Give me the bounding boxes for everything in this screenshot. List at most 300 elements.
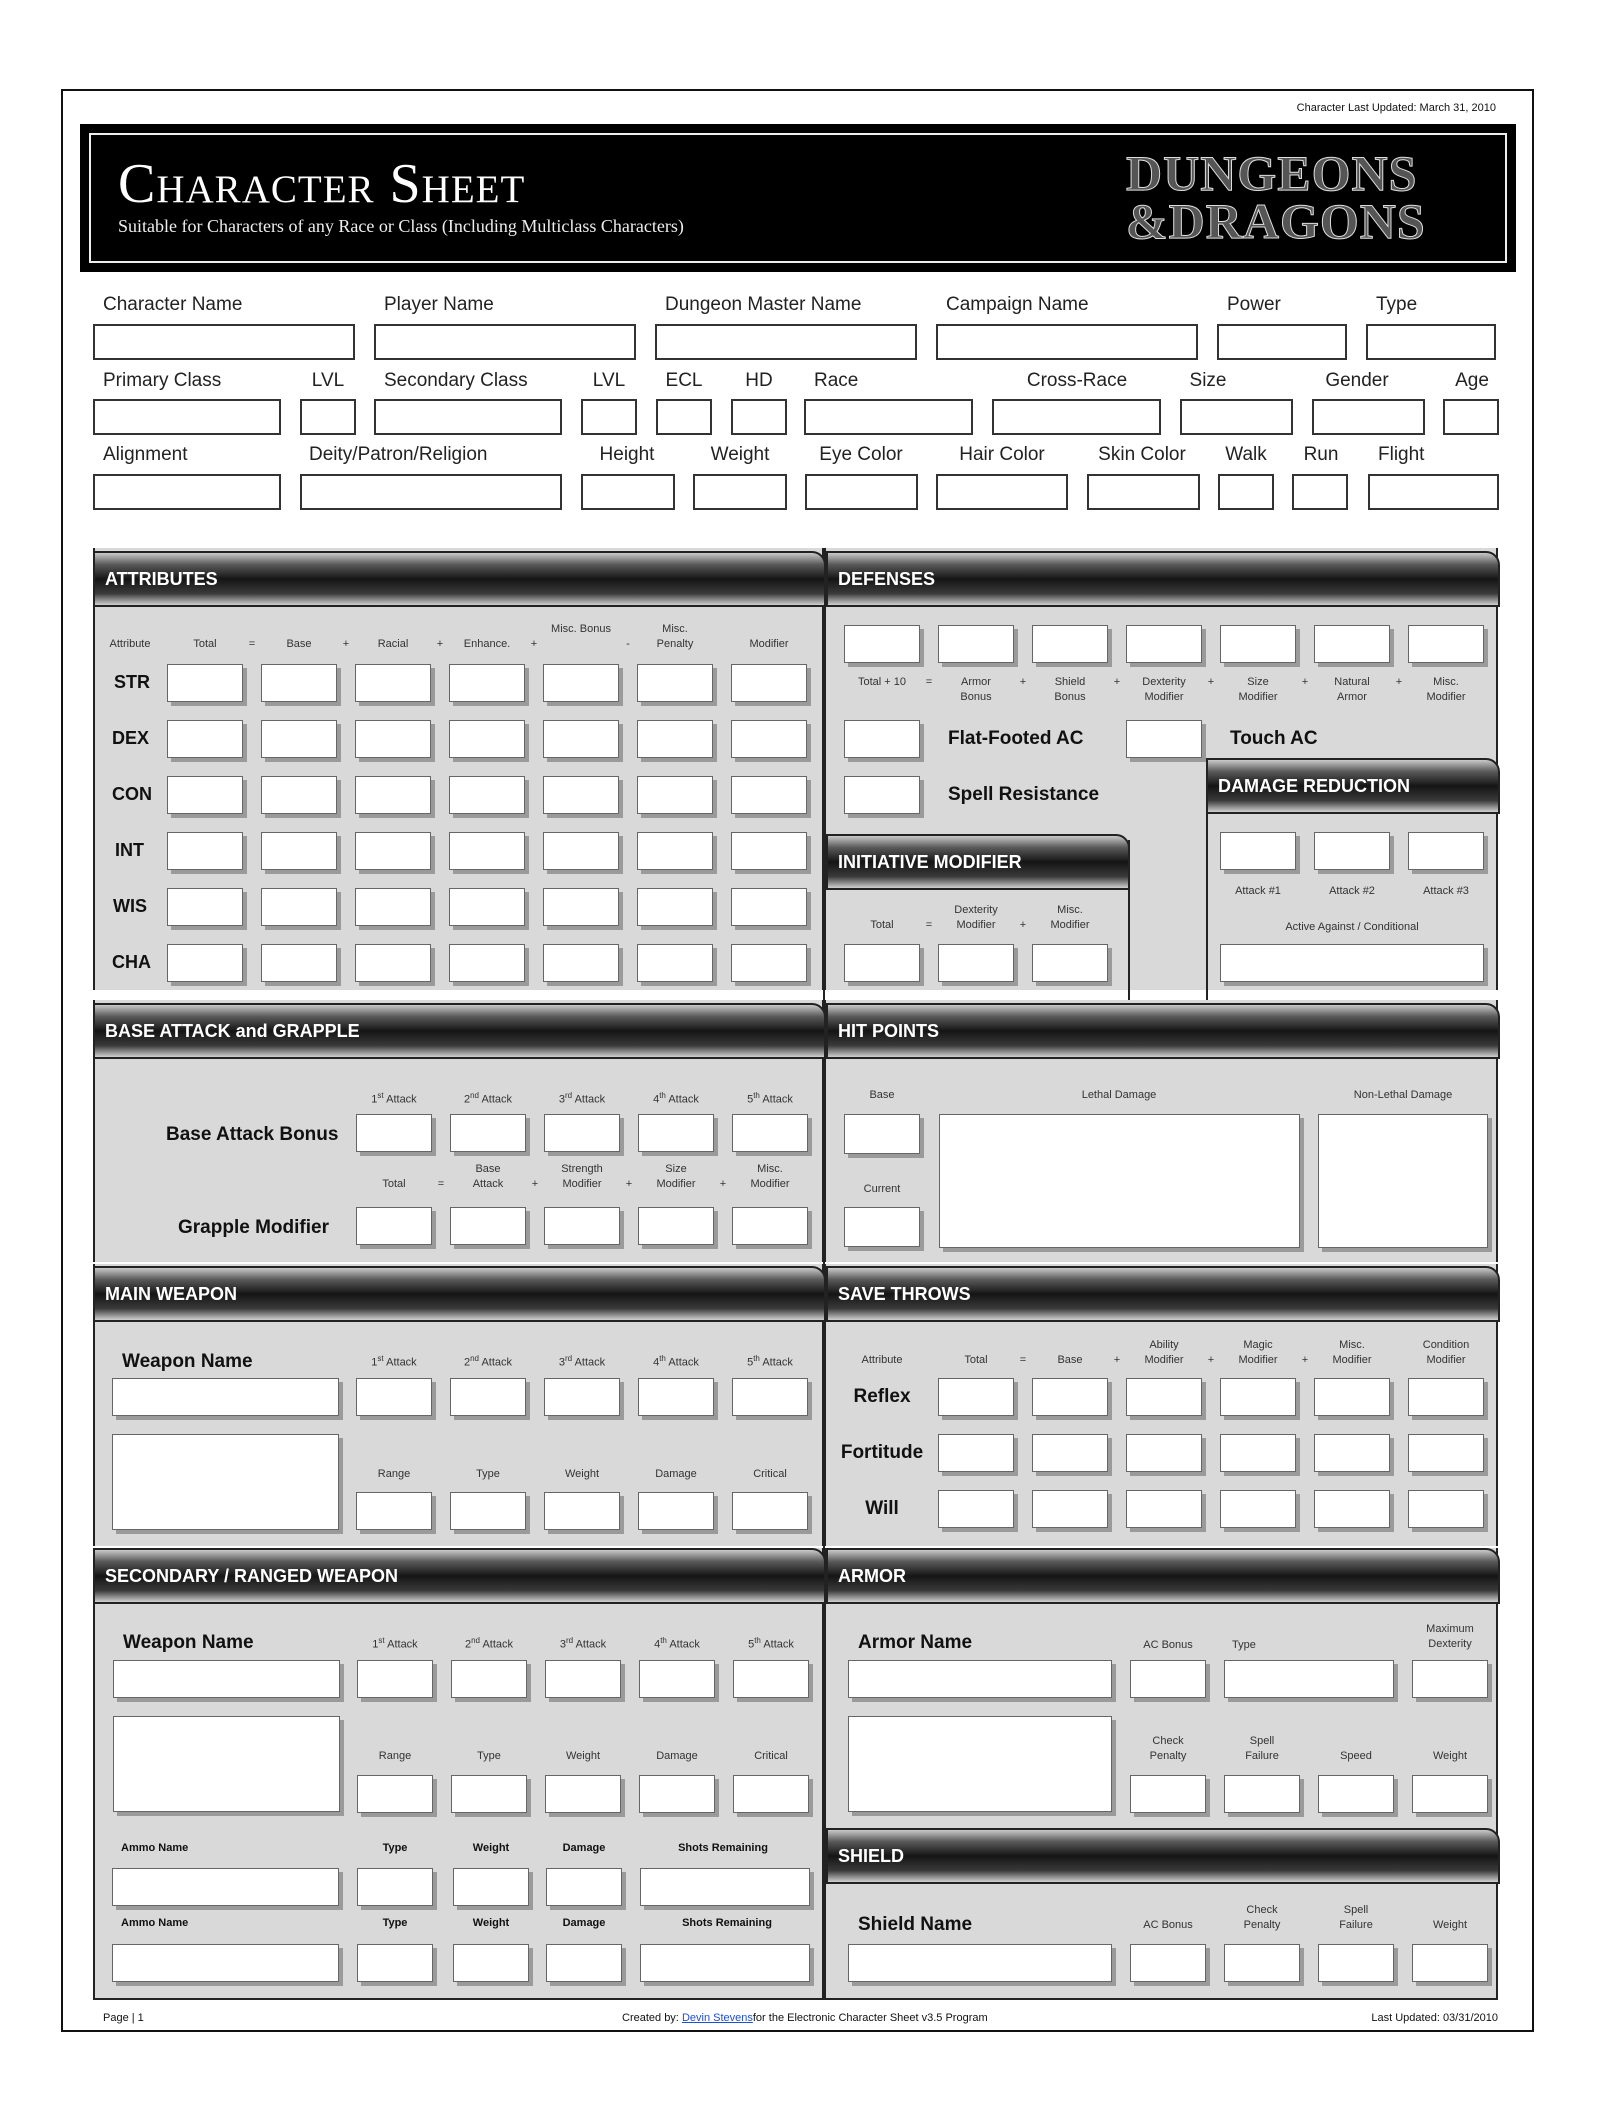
cha-enhance-input[interactable]	[449, 944, 525, 982]
attack-word: Attack	[762, 1356, 793, 1369]
shield-weight-input[interactable]	[1412, 1944, 1488, 1982]
walk-input[interactable]	[1218, 474, 1274, 510]
bab-attack3-label	[559, 1088, 605, 1108]
col-racial-label: Racial	[377, 638, 409, 650]
hp-base-input[interactable]	[844, 1114, 920, 1154]
will-save-input[interactable]	[1408, 1490, 1484, 1528]
attack-word: Attack	[669, 1638, 700, 1651]
power-input[interactable]	[1217, 324, 1347, 360]
con-enhance-input[interactable]	[449, 776, 525, 814]
op-plus: +	[1395, 676, 1403, 688]
hp-current-label: Current	[863, 1183, 901, 1195]
dm-name-input[interactable]	[655, 324, 917, 360]
age-label: Age	[1455, 370, 1489, 391]
sec-weight-label: Weight	[565, 1750, 601, 1762]
fortitude-save-input[interactable]	[1126, 1434, 1202, 1472]
hp-lethal-input[interactable]	[939, 1114, 1300, 1248]
hp-nonlethal-input[interactable]	[1318, 1114, 1488, 1248]
shield-check-penalty-label: Check Penalty	[1243, 1904, 1281, 1931]
touch-ac-label: Touch AC	[1230, 728, 1318, 749]
weight-input[interactable]	[693, 474, 787, 510]
will-save-input[interactable]	[938, 1490, 1014, 1528]
armor-max-dex-input[interactable]	[1412, 1660, 1488, 1698]
op-plus: +	[342, 638, 350, 650]
defense-component-input[interactable]	[1220, 625, 1296, 663]
ammo2-shots-label: Shots Remaining	[682, 1917, 772, 1929]
initiative-header: INITIATIVE MODIFIER	[826, 834, 1130, 890]
wis-racial-input[interactable]	[355, 888, 431, 926]
init-dex-mod-input[interactable]	[938, 944, 1014, 982]
ammo2-name-input[interactable]	[112, 1944, 339, 1982]
init-dex-mod-label: Dexterity Modifier	[954, 904, 998, 931]
footer-author-link[interactable]: Devin Stevens	[681, 2012, 753, 2024]
cha-base-input[interactable]	[261, 944, 337, 982]
armor-ac-bonus-label: AC Bonus	[1143, 1639, 1193, 1651]
ammo2-weight-label: Weight	[472, 1917, 510, 1929]
dr-attack1-label: Attack #1	[1235, 885, 1281, 897]
attributes-header: ATTRIBUTES	[93, 551, 826, 607]
str-misc-bonus-input[interactable]	[543, 664, 619, 702]
col-attribute-label: Attribute	[109, 638, 151, 650]
save-total-label: Total	[964, 1354, 988, 1366]
armor-speed-input[interactable]	[1318, 1775, 1394, 1813]
main-critical-label: Critical	[753, 1468, 787, 1480]
main-attack2-label	[464, 1351, 512, 1371]
def-total-label: Total + 10	[857, 676, 907, 688]
character-name-input[interactable]	[93, 324, 355, 360]
con-total-input[interactable]	[167, 776, 243, 814]
str-label: STR	[114, 672, 150, 692]
grapple-size-mod-label: Size Modifier	[656, 1163, 696, 1190]
dr-attack2-input[interactable]	[1314, 832, 1390, 870]
cha-label: CHA	[112, 952, 151, 972]
wis-enhance-input[interactable]	[449, 888, 525, 926]
defense-component-input[interactable]	[1408, 625, 1484, 663]
main-attack3-input[interactable]	[544, 1378, 620, 1416]
sec-weapon-stat-input[interactable]	[639, 1775, 715, 1813]
str-misc-penalty-input[interactable]	[637, 664, 713, 702]
grapple-misc-mod-label: Misc. Modifier	[750, 1163, 790, 1190]
grapple-component-input[interactable]	[544, 1207, 620, 1245]
op-eq: =	[925, 919, 933, 931]
main-weapon-notes-input[interactable]	[112, 1434, 339, 1530]
ammo1-shots-input[interactable]	[640, 1868, 810, 1906]
ordinal-suffix: nd	[471, 1636, 480, 1645]
ordinal-number: 1	[371, 1093, 378, 1106]
main-attack1-label	[371, 1351, 416, 1371]
dex-misc-penalty-input[interactable]	[637, 720, 713, 758]
con-racial-input[interactable]	[355, 776, 431, 814]
damage-reduction-header: DAMAGE REDUCTION	[1206, 758, 1500, 814]
sec-attack1-label	[372, 1633, 417, 1653]
touch-ac-input[interactable]	[1126, 720, 1202, 758]
int-total-input[interactable]	[167, 832, 243, 870]
shield-check-penalty-input[interactable]	[1224, 1944, 1300, 1982]
secondary-class-input[interactable]	[374, 399, 562, 435]
ordinal-suffix: th	[754, 1636, 761, 1645]
armor-type-label: Type	[1232, 1639, 1256, 1651]
bab-attack5-label	[747, 1088, 793, 1108]
hd-input[interactable]	[731, 399, 787, 435]
armor-type-input[interactable]	[1224, 1660, 1394, 1698]
reflex-save-input[interactable]	[1126, 1378, 1202, 1416]
ammo2-type-input[interactable]	[357, 1944, 433, 1982]
hp-current-input[interactable]	[844, 1207, 920, 1247]
last-updated-top: Character Last Updated: March 31, 2010	[1296, 102, 1496, 114]
con-base-input[interactable]	[261, 776, 337, 814]
hit-points-header: HIT POINTS	[826, 1003, 1500, 1059]
grapple-total-label: Total	[382, 1178, 406, 1190]
op-plus: +	[625, 1178, 633, 1190]
int-label: INT	[115, 840, 144, 860]
reflex-save-input[interactable]	[1220, 1378, 1296, 1416]
main-weapon-stat-input[interactable]	[544, 1492, 620, 1530]
sec-attack2-label	[465, 1633, 513, 1653]
main-attack2-input[interactable]	[450, 1378, 526, 1416]
attack-word: Attack	[481, 1356, 513, 1369]
ordinal-suffix: st	[377, 1354, 384, 1363]
con-modifier-input[interactable]	[731, 776, 807, 814]
will-save-input[interactable]	[1126, 1490, 1202, 1528]
sec-attack1-input[interactable]	[357, 1660, 433, 1698]
player-name-label: Player Name	[384, 294, 494, 315]
attack-word: Attack	[668, 1356, 699, 1369]
op-eq: =	[248, 638, 256, 650]
player-name-input[interactable]	[374, 324, 636, 360]
footer-program: for the Electronic Character Sheet v3.5 Program	[752, 2012, 988, 2024]
sec-range-label: Range	[378, 1750, 412, 1762]
main-weapon-stat-input[interactable]	[450, 1492, 526, 1530]
ammo1-name-input[interactable]	[112, 1868, 339, 1906]
eye-color-label: Eye Color	[819, 444, 903, 465]
sec-weapon-stat-input[interactable]	[733, 1775, 809, 1813]
cha-modifier-input[interactable]	[731, 944, 807, 982]
save-misc-mod-label: Misc. Modifier	[1332, 1339, 1372, 1366]
lvl1-label: LVL	[311, 370, 345, 391]
ordinal-suffix: st	[377, 1091, 384, 1100]
wis-base-input[interactable]	[261, 888, 337, 926]
op-eq: =	[437, 1178, 445, 1190]
grapple-component-input[interactable]	[450, 1207, 526, 1245]
wis-modifier-input[interactable]	[731, 888, 807, 926]
con-misc-bonus-input[interactable]	[543, 776, 619, 814]
sec-attack3-input[interactable]	[545, 1660, 621, 1698]
str-modifier-input[interactable]	[731, 664, 807, 702]
init-total-input[interactable]	[844, 944, 920, 982]
dex-enhance-input[interactable]	[449, 720, 525, 758]
secondary-weapon-notes-input[interactable]	[113, 1716, 340, 1812]
ordinal-number: 3	[558, 1093, 565, 1106]
wis-misc-penalty-input[interactable]	[637, 888, 713, 926]
secondary-weapon-name-input[interactable]	[113, 1660, 340, 1698]
base-attack-header: BASE ATTACK and GRAPPLE	[93, 1003, 826, 1059]
main-weapon-stat-input[interactable]	[356, 1492, 432, 1530]
str-racial-input[interactable]	[355, 664, 431, 702]
flight-input[interactable]	[1368, 474, 1499, 510]
main-weapon-stat-input[interactable]	[732, 1492, 808, 1530]
cha-misc-penalty-input[interactable]	[637, 944, 713, 982]
main-attack4-input[interactable]	[638, 1378, 714, 1416]
deity-label: Deity/Patron/Religion	[309, 444, 488, 465]
bab-attack5-input[interactable]	[732, 1114, 808, 1152]
will-save-input[interactable]	[1032, 1490, 1108, 1528]
op-plus: +	[1301, 1354, 1309, 1366]
ammo2-weight-input[interactable]	[453, 1944, 529, 1982]
ordinal-number: 5	[747, 1356, 754, 1369]
shield-spell-failure-label: Spell Failure	[1339, 1904, 1373, 1931]
sec-weapon-stat-input[interactable]	[357, 1775, 433, 1813]
fortitude-label: Fortitude	[840, 1442, 924, 1463]
grapple-component-input[interactable]	[732, 1207, 808, 1245]
ammo2-damage-input[interactable]	[546, 1944, 622, 1982]
main-attack1-input[interactable]	[356, 1378, 432, 1416]
str-enhance-input[interactable]	[449, 664, 525, 702]
armor-weight-input[interactable]	[1412, 1775, 1488, 1813]
save-magic-mod-label: Magic Modifier	[1238, 1339, 1278, 1366]
bab-attack3-input[interactable]	[544, 1114, 620, 1152]
power-label: Power	[1227, 294, 1281, 315]
bab-attack2-input[interactable]	[450, 1114, 526, 1152]
int-modifier-input[interactable]	[731, 832, 807, 870]
cha-misc-bonus-input[interactable]	[543, 944, 619, 982]
armor-name-label: Armor Name	[858, 1632, 973, 1653]
int-base-input[interactable]	[261, 832, 337, 870]
defenses-header: DEFENSES	[826, 551, 1500, 607]
ammo1-type-input[interactable]	[357, 1868, 433, 1906]
ordinal-number: 4	[654, 1638, 661, 1651]
size-mod-label: Size Modifier	[1238, 676, 1278, 703]
defense-component-input[interactable]	[1314, 625, 1390, 663]
gender-input[interactable]	[1312, 399, 1425, 435]
op-plus: +	[1019, 676, 1027, 688]
str-total-input[interactable]	[167, 664, 243, 702]
shield-name-input[interactable]	[848, 1944, 1112, 1982]
hair-color-input[interactable]	[936, 474, 1068, 510]
defense-component-input[interactable]	[844, 625, 920, 663]
will-label: Will	[865, 1498, 899, 1519]
type-input[interactable]	[1366, 324, 1496, 360]
lvl1-input[interactable]	[300, 399, 356, 435]
defense-component-input[interactable]	[1032, 625, 1108, 663]
footer-last-updated: Last Updated: 03/31/2010	[1371, 2012, 1498, 2024]
ordinal-suffix: nd	[470, 1091, 479, 1100]
sec-attack2-input[interactable]	[451, 1660, 527, 1698]
ammo1-damage-input[interactable]	[546, 1868, 622, 1906]
alignment-label: Alignment	[103, 444, 188, 465]
cross-race-label: Cross-Race	[1026, 370, 1128, 391]
cha-racial-input[interactable]	[355, 944, 431, 982]
cha-total-input[interactable]	[167, 944, 243, 982]
int-racial-input[interactable]	[355, 832, 431, 870]
fortitude-save-input[interactable]	[1220, 1434, 1296, 1472]
save-condition-mod-label: Condition Modifier	[1422, 1339, 1470, 1366]
main-weapon-name-input[interactable]	[112, 1378, 339, 1416]
bab-label: Base Attack Bonus	[166, 1124, 339, 1145]
defense-component-input[interactable]	[938, 625, 1014, 663]
shield-ac-bonus-label: AC Bonus	[1143, 1919, 1193, 1931]
sec-critical-label: Critical	[754, 1750, 788, 1762]
dr-active-against-input[interactable]	[1220, 944, 1484, 982]
sec-weapon-stat-input[interactable]	[545, 1775, 621, 1813]
attack-word: Attack	[481, 1093, 513, 1106]
ecl-input[interactable]	[656, 399, 712, 435]
main-weapon-header: MAIN WEAPON	[93, 1266, 826, 1322]
ammo2-shots-input[interactable]	[640, 1944, 810, 1982]
footer-page: Page | 1	[103, 2012, 144, 2024]
dex-modifier-input[interactable]	[731, 720, 807, 758]
ordinal-number: 5	[747, 1093, 754, 1106]
ordinal-number: 3	[558, 1356, 565, 1369]
col-misc-penalty-label: Misc. Penalty	[656, 623, 694, 650]
footer-credit	[622, 2012, 988, 2024]
armor-spell-failure-label: Spell Failure	[1245, 1735, 1279, 1762]
wis-misc-bonus-input[interactable]	[543, 888, 619, 926]
ordinal-suffix: th	[753, 1091, 760, 1100]
gender-label: Gender	[1325, 370, 1389, 391]
cross-race-input[interactable]	[992, 399, 1161, 435]
sec-attack5-input[interactable]	[733, 1660, 809, 1698]
sec-weapon-stat-input[interactable]	[451, 1775, 527, 1813]
wis-total-input[interactable]	[167, 888, 243, 926]
op-plus: +	[1113, 1354, 1121, 1366]
ammo2-type-label: Type	[382, 1917, 408, 1929]
armor-check-penalty-input[interactable]	[1130, 1775, 1206, 1813]
main-weapon-stat-input[interactable]	[638, 1492, 714, 1530]
ordinal-suffix: th	[753, 1354, 760, 1363]
ordinal-suffix: th	[659, 1354, 666, 1363]
reflex-save-input[interactable]	[1032, 1378, 1108, 1416]
ordinal-suffix: th	[660, 1636, 667, 1645]
page-subtitle: Suitable for Characters of any Race or Class (Including Multiclass Characters)	[118, 216, 684, 236]
armor-header: ARMOR	[826, 1548, 1500, 1604]
sec-type-label: Type	[477, 1750, 501, 1762]
grapple-component-input[interactable]	[638, 1207, 714, 1245]
campaign-name-input[interactable]	[936, 324, 1198, 360]
ammo1-damage-label: Damage	[562, 1842, 606, 1854]
dr-active-against-label: Active Against / Conditional	[1285, 921, 1419, 933]
will-save-input[interactable]	[1314, 1490, 1390, 1528]
shield-header: SHIELD	[826, 1828, 1500, 1884]
bab-attack4-label	[653, 1088, 699, 1108]
sec-attack5-label	[748, 1633, 794, 1653]
hp-nonlethal-label: Non-Lethal Damage	[1353, 1089, 1453, 1101]
race-input[interactable]	[804, 399, 973, 435]
race-label: Race	[814, 370, 859, 391]
primary-class-label: Primary Class	[103, 370, 222, 391]
shield-ac-bonus-input[interactable]	[1130, 1944, 1206, 1982]
bab-attack2-label	[464, 1088, 512, 1108]
skin-color-label: Skin Color	[1098, 444, 1186, 465]
run-input[interactable]	[1292, 474, 1348, 510]
armor-spell-failure-input[interactable]	[1224, 1775, 1300, 1813]
fortitude-save-input[interactable]	[1032, 1434, 1108, 1472]
ordinal-number: 4	[653, 1356, 660, 1369]
dr-attack3-input[interactable]	[1408, 832, 1484, 870]
will-save-input[interactable]	[1220, 1490, 1296, 1528]
save-ability-mod-label: Ability Modifier	[1144, 1339, 1184, 1366]
dnd-logo: DUNGEONS &DRAGONS	[1126, 145, 1426, 249]
attack-word: Attack	[575, 1638, 607, 1651]
init-misc-mod-input[interactable]	[1032, 944, 1108, 982]
main-attack5-input[interactable]	[732, 1378, 808, 1416]
int-misc-penalty-input[interactable]	[637, 832, 713, 870]
campaign-name-label: Campaign Name	[946, 294, 1089, 315]
age-input[interactable]	[1443, 399, 1499, 435]
shield-spell-failure-input[interactable]	[1318, 1944, 1394, 1982]
sec-attack4-label	[654, 1633, 700, 1653]
reflex-save-input[interactable]	[938, 1378, 1014, 1416]
reflex-save-input[interactable]	[1314, 1378, 1390, 1416]
dex-misc-bonus-input[interactable]	[543, 720, 619, 758]
armor-name-input[interactable]	[848, 1660, 1112, 1698]
ordinal-suffix: st	[378, 1636, 385, 1645]
ammo2-damage-label: Damage	[562, 1917, 606, 1929]
secondary-weapon-header: SECONDARY / RANGED WEAPON	[93, 1548, 826, 1604]
fortitude-save-input[interactable]	[938, 1434, 1014, 1472]
str-base-input[interactable]	[261, 664, 337, 702]
fortitude-save-input[interactable]	[1314, 1434, 1390, 1472]
grapple-base-attack-label: Base Attack	[472, 1163, 504, 1190]
grapple-component-input[interactable]	[356, 1207, 432, 1245]
attack-word: Attack	[574, 1356, 606, 1369]
reflex-save-input[interactable]	[1408, 1378, 1484, 1416]
bab-attack1-input[interactable]	[356, 1114, 432, 1152]
reflex-label: Reflex	[853, 1386, 911, 1407]
sec-attack4-input[interactable]	[639, 1660, 715, 1698]
defense-component-input[interactable]	[1126, 625, 1202, 663]
sec-attack3-label	[560, 1633, 606, 1653]
shield-weight-label: Weight	[1432, 1919, 1468, 1931]
armor-max-dex-label: Maximum Dexterity	[1426, 1623, 1474, 1650]
armor-weight-label: Weight	[1432, 1750, 1468, 1762]
dr-attack1-input[interactable]	[1220, 832, 1296, 870]
spell-resistance-input[interactable]	[844, 776, 920, 814]
lvl2-input[interactable]	[581, 399, 637, 435]
deity-input[interactable]	[300, 474, 562, 510]
skin-color-input[interactable]	[1087, 474, 1200, 510]
flat-footed-label: Flat-Footed AC	[948, 728, 1084, 749]
natural-armor-label: Natural Armor	[1334, 676, 1370, 703]
size-input[interactable]	[1180, 399, 1293, 435]
dex-racial-input[interactable]	[355, 720, 431, 758]
save-base-label: Base	[1057, 1354, 1083, 1366]
int-misc-bonus-input[interactable]	[543, 832, 619, 870]
character-name-label: Character Name	[103, 294, 243, 315]
int-enhance-input[interactable]	[449, 832, 525, 870]
primary-class-input[interactable]	[93, 399, 281, 435]
bab-attack4-input[interactable]	[638, 1114, 714, 1152]
armor-ac-bonus-input[interactable]	[1130, 1660, 1206, 1698]
secondary-weapon-name-label: Weapon Name	[123, 1632, 254, 1653]
fortitude-save-input[interactable]	[1408, 1434, 1484, 1472]
flight-label: Flight	[1378, 444, 1425, 465]
attack-word: Attack	[386, 1093, 417, 1106]
ammo1-weight-input[interactable]	[453, 1868, 529, 1906]
eye-color-input[interactable]	[805, 474, 918, 510]
alignment-input[interactable]	[93, 474, 281, 510]
dex-base-input[interactable]	[261, 720, 337, 758]
con-misc-penalty-input[interactable]	[637, 776, 713, 814]
flat-footed-input[interactable]	[844, 720, 920, 758]
col-misc-bonus-label: Misc. Bonus	[551, 623, 611, 635]
dex-total-input[interactable]	[167, 720, 243, 758]
op-plus: +	[719, 1178, 727, 1190]
height-input[interactable]	[581, 474, 675, 510]
op-plus: +	[1207, 1354, 1215, 1366]
armor-notes-input[interactable]	[848, 1716, 1112, 1812]
misc-mod-label: Misc. Modifier	[1426, 676, 1466, 703]
op-plus: +	[1207, 676, 1215, 688]
